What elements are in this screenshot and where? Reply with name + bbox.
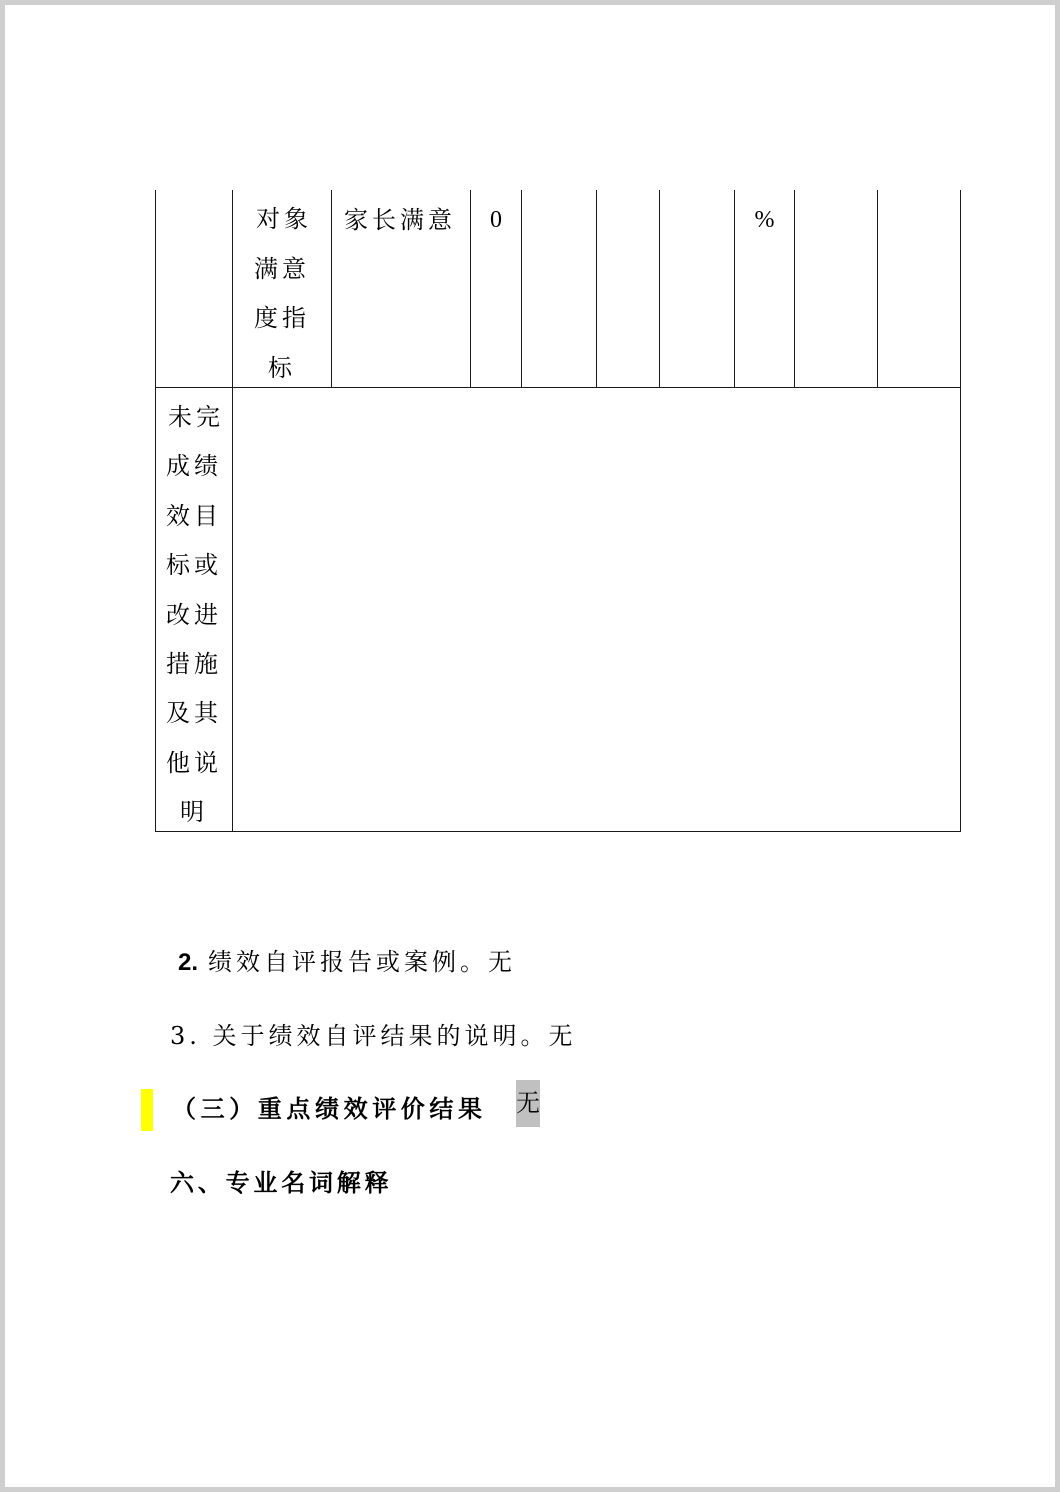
empty-cell [878, 190, 961, 388]
performance-table [155, 190, 961, 832]
paragraph-self-evaluation-report [178, 947, 516, 978]
value-cell [471, 190, 522, 388]
section-heading-glossary: 六、专业名词解释 [170, 1168, 393, 1197]
category-text: 对象满意度指标 [254, 205, 312, 382]
indicator-text: 家长满意 [344, 206, 456, 234]
document-page [5, 5, 1055, 1487]
paragraph-number: 2. [178, 949, 199, 976]
table-row [156, 190, 961, 388]
row1-first-cell [156, 190, 233, 388]
empty-cell [660, 190, 735, 388]
paragraph-text: 绩效自评报告或案例。无 [208, 948, 517, 976]
gray-highlighted-value: 无 [516, 1080, 540, 1127]
empty-cell [597, 190, 660, 388]
notes-label-cell [156, 388, 233, 832]
notes-content-cell [233, 388, 961, 832]
empty-cell [522, 190, 597, 388]
category-cell [233, 190, 332, 388]
value-text: 0 [490, 207, 502, 233]
section-heading-key-evaluation: （三）重点绩效评价结果 [172, 1094, 487, 1123]
unit-text: % [754, 207, 775, 233]
yellow-highlight-mark [141, 1089, 153, 1131]
indicator-cell [332, 190, 471, 388]
paragraph-self-evaluation-results: 3. 关于绩效自评结果的说明。无 [170, 1022, 577, 1050]
unit-cell [735, 190, 795, 388]
table-row [156, 388, 961, 832]
notes-label-text: 未完成绩效目标或改进措施及其他说明 [166, 403, 224, 827]
empty-cell [795, 190, 878, 388]
